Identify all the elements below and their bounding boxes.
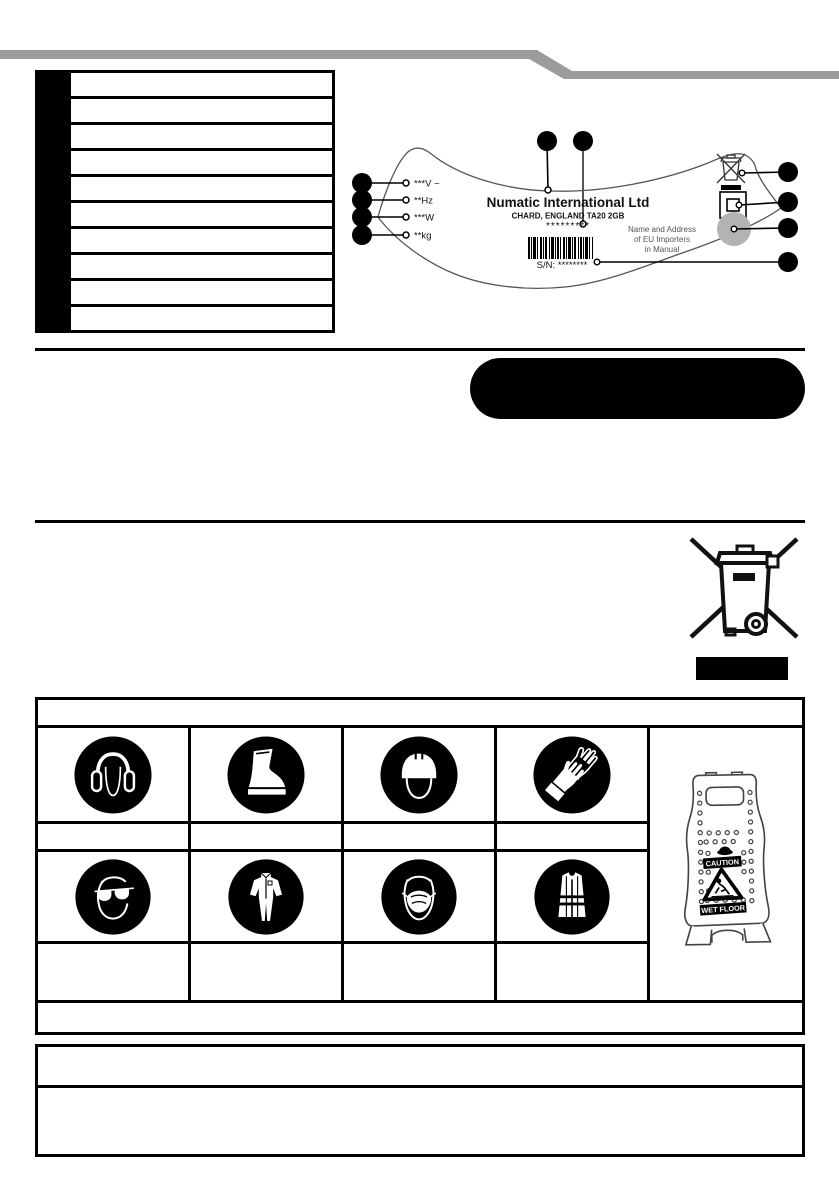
ppe-empty-cell — [497, 824, 647, 849]
importer-note-line3: in Manual — [644, 245, 680, 254]
ppe-empty-cell — [191, 944, 341, 1000]
parts-table-number-column — [38, 73, 71, 330]
ppe-table — [35, 697, 805, 1035]
importer-note-line1: Name and Address — [627, 225, 697, 234]
table-row — [71, 229, 332, 255]
section-divider — [35, 520, 805, 523]
bottom-note-boxes — [35, 1044, 805, 1157]
ppe-empty-cell — [38, 944, 188, 1000]
section-divider — [35, 348, 805, 351]
ppe-empty-cell — [344, 824, 494, 849]
ear-protection-icon — [72, 734, 154, 816]
ppe-cell-protective-clothing — [191, 852, 341, 941]
wet-floor-sign-cell — [650, 728, 802, 1000]
table-row — [71, 73, 332, 99]
protective-gloves-icon — [531, 734, 613, 816]
callout-anchor — [736, 202, 742, 208]
table-row — [71, 203, 332, 229]
protective-clothing-icon — [226, 857, 306, 937]
wet-floor-label: WET FLOOR — [700, 903, 746, 916]
ppe-cell-hi-vis-vest — [497, 852, 647, 941]
callout-bullet — [778, 162, 798, 182]
serial-number: S/N: ******** — [536, 260, 588, 271]
callout-anchor — [403, 232, 409, 238]
callout-anchor — [545, 187, 551, 193]
table-row — [71, 281, 332, 307]
callout-bullet — [352, 207, 372, 227]
bottom-note-box-1 — [38, 1047, 802, 1088]
callout-bullet — [778, 218, 798, 238]
ppe-cell-head-protection — [344, 728, 494, 821]
callout-bullet — [537, 131, 557, 151]
respiratory-mask-icon — [379, 857, 459, 937]
weee-black-bar — [696, 657, 788, 680]
spec-power-label: ***W — [414, 212, 435, 224]
ppe-cell-safety-footwear — [191, 728, 341, 821]
callout-anchor — [731, 226, 737, 232]
spec-voltage-label: ***V ~ — [414, 178, 440, 190]
importer-note-line2: of EU Importers — [633, 235, 691, 244]
callout-anchor — [403, 214, 409, 220]
table-row — [71, 255, 332, 281]
weee-mini-bar — [721, 185, 741, 190]
weee-bin-tab — [767, 556, 778, 567]
ppe-empty-cell — [38, 824, 188, 849]
table-row — [71, 125, 332, 151]
parts-legend-table — [35, 70, 335, 333]
spec-frequency-label: **Hz — [414, 195, 434, 207]
head-protection-icon — [378, 734, 460, 816]
callout-bullet — [352, 225, 372, 245]
table-row — [71, 177, 332, 203]
ppe-table-header-row — [38, 700, 802, 725]
ppe-cell-respiratory-mask — [344, 852, 494, 941]
weee-symbol — [683, 525, 808, 685]
callout-bullet — [573, 131, 593, 151]
callout-anchor — [403, 180, 409, 186]
eye-protection-icon — [73, 857, 153, 937]
callout-bullet — [778, 192, 798, 212]
ppe-table-footer-row — [38, 1003, 802, 1032]
ppe-empty-cell — [497, 944, 647, 1000]
ppe-cell-eye-protection — [38, 852, 188, 941]
sign-handle-hole — [706, 787, 744, 806]
caution-label: CAUTION — [705, 857, 740, 869]
spec-weight-label: **kg — [414, 230, 432, 242]
hi-vis-vest-icon — [532, 857, 612, 937]
safety-footwear-icon — [225, 734, 307, 816]
table-row — [71, 151, 332, 177]
table-row — [71, 307, 332, 330]
ppe-empty-cell — [344, 944, 494, 1000]
section-heading-pill — [470, 358, 805, 419]
ppe-empty-cell — [191, 824, 341, 849]
model-stars: ********* — [545, 221, 591, 232]
wet-floor-sign — [663, 746, 789, 982]
company-name: Numatic International Ltd — [486, 195, 650, 210]
callout-anchor — [739, 170, 745, 176]
ppe-cell-protective-gloves — [497, 728, 647, 821]
ppe-cell-ear-protection — [38, 728, 188, 821]
weee-bin-handle — [737, 546, 753, 553]
parts-table-rows — [71, 73, 332, 330]
weee-bin-wheel — [746, 614, 766, 634]
weee-bin-mark — [733, 573, 755, 581]
callout-bullet — [778, 252, 798, 272]
callout-anchor — [403, 197, 409, 203]
rating-plate-diagram — [350, 128, 822, 296]
table-row — [71, 99, 332, 125]
company-address: CHARD, ENGLAND TA20 2GB — [511, 211, 625, 221]
callout-anchor — [594, 259, 600, 265]
